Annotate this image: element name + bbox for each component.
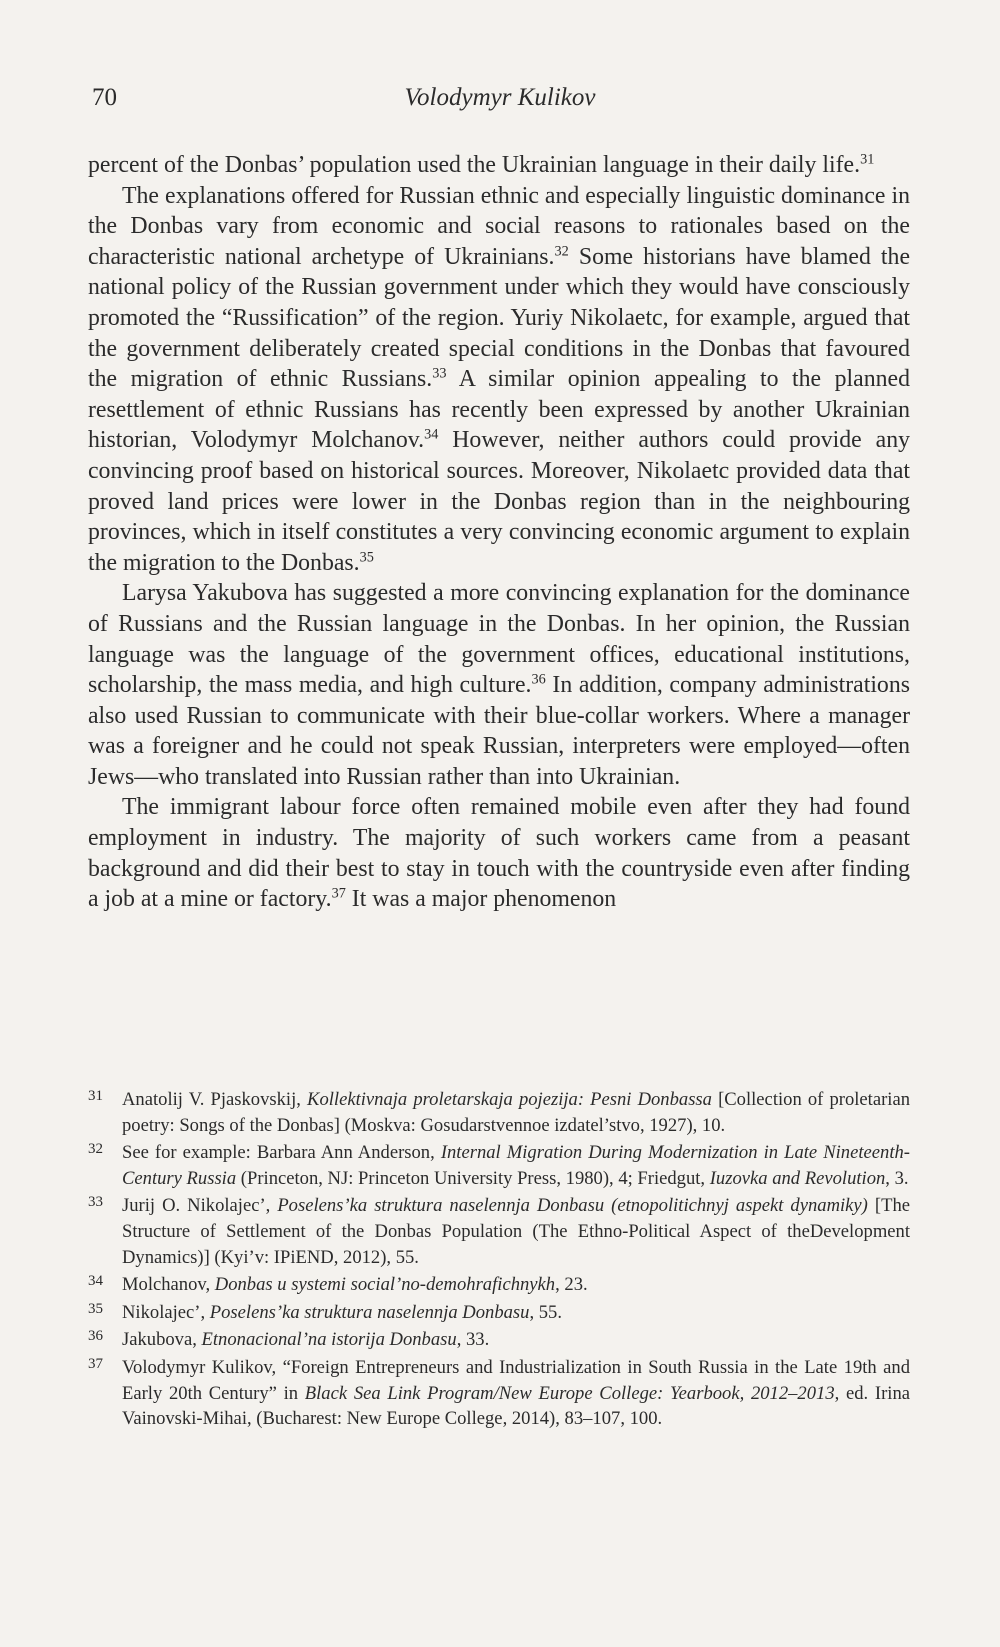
footnote-text: , ed. Irina Vainovski-Mihai, (Bucharest: New Europe College, 2014), 83–107, 100. [122,1382,910,1430]
page-header [88,84,912,120]
paragraph-text: A similar opinion appealing to the planned resettlement of ethnic Russians has recently been expressed by another Ukrainian historian, Volodymyr Molchanov. [88,366,910,454]
footnote-text: (Princeton, NJ: Princeton University Press, 1980), 4; Friedgut, [236,1167,710,1189]
paragraph-text: However, neither authors could provide any convincing proof based on historical sources. Moreover, Nikolaetc provided data that proved land prices were lower in the Donbas region than in the neighbouring provinces, which in itself constitutes a very convincing economic argument to explain the migration to the Donbas. [88,427,910,576]
footnote-text: [The Structure of Settlement of the Donbas Population (The Ethno-Political Aspect of theDevelopment Dynamics)] (Kyi’v: IPiEND, 2012), 55. [122,1195,910,1268]
footnote-title: Iuzovka and Revolution [709,1167,886,1189]
footnote-title: Kollektivnaja proletarskaja pojezija: Pesni Donbassa [307,1089,712,1110]
footnote-number: 36 [88,1328,103,1345]
paragraph-text: The explanations offered for Russian ethnic and especially linguistic dominance in the Donbas vary from economic and social reasons to rationales based on the characteristic national archetype of Ukrainians. [88,182,910,270]
footnote-text: Molchanov, [122,1274,215,1296]
paragraph-4 [88,792,910,914]
paragraph-text: percent of the Donbas’ population used the Ukrainian language in their daily life. [88,152,861,178]
footnote-text: Jurij O. Nikolajec’, [122,1195,278,1217]
footnote-title: Black Sea Link Program/New Europe College: Yearbook, 2012–2013 [304,1382,835,1404]
footnote-title: Donbas u systemi social’no-demohrafichnykh [214,1274,556,1296]
footnote-title: Poselens’ka struktura naselennja Donbasu [209,1301,530,1323]
footnotes [88,1087,910,1434]
footnote-text: , 23. [555,1274,588,1296]
paragraph-text: In addition, company administrations also used Russian to communicate with their blue-collar workers. Where a manager was a foreigner and he could not speak Russian, interpreters were employed—often Jews—who translated into Russian rather than into Ukrainian. [88,672,910,790]
footnote-title: Internal Migration During Modernization in Late Nineteenth-Century Russia [122,1142,910,1189]
paragraph-text: Larysa Yakubova has suggested a more convincing explanation for the dominance of Russians and the Russian language in the Donbas. In her opinion, the Russian language was the language of the government offices, educational institutions, scholarship, the mass media, and high culture. [88,580,910,699]
paragraph-text: The immigrant labour force often remained mobile even after they had found employment in industry. The majority of such workers came from a peasant background and did their best to stay in touch with the countryside even after finding a job at a mine or factory. [88,794,910,913]
footnote-text: See for example: Barbara Ann Anderson, [122,1142,441,1164]
paragraph-text: Some historians have blamed the national policy of the Russian government under which they would have consciously promoted the “Russification” of the region. Yuriy Nikolaetc, for example, argued that the government deliberately created special conditions in the Donbas that favoured the migration of ethnic Russians. [88,243,911,393]
footnote-title: Poselens’ka struktura naselennja Donbasu (etnopolitichnyj aspekt dynamiky) [277,1195,868,1217]
footnote-37 [88,1355,910,1432]
footnote-number: 33 [88,1194,103,1211]
paragraph-1 [88,150,910,181]
footnote-ref-37[interactable]: 37 [331,885,346,902]
footnote-text: Anatolij V. Pjaskovskij, [122,1089,308,1110]
footnote-text: , 3. [885,1167,909,1189]
footnote-number: 34 [88,1273,103,1290]
footnote-ref-34[interactable]: 34 [424,426,439,443]
footnote-text: , 55. [529,1301,562,1323]
paragraph-text: It was a major phenomenon [345,886,617,913]
footnote-text: Volodymyr Kulikov, “Foreign Entrepreneurs and Industrialization in South Russia in the Late 19th and Early 20th Century” in [122,1356,910,1404]
body-text [88,150,910,915]
footnote-text: , 33. [456,1329,490,1351]
footnote-ref-35[interactable]: 35 [359,549,374,566]
footnote-ref-36[interactable]: 36 [531,671,546,688]
paragraph-2 [88,181,910,579]
footnote-text: Jakubova, [122,1329,202,1351]
footnote-ref-31[interactable]: 31 [860,151,875,168]
footnote-title: Etnonacional’na istorija Donbasu [201,1329,457,1351]
paragraph-3 [88,578,910,792]
footnote-number: 35 [88,1300,103,1317]
footnote-36 [88,1327,910,1353]
footnote-33 [88,1193,910,1270]
footnote-number: 31 [88,1088,103,1104]
footnote-ref-32[interactable]: 32 [554,243,569,260]
footnote-ref-33[interactable]: 33 [432,365,447,382]
footnote-35 [88,1300,910,1326]
page-number: 70 [92,84,117,111]
footnote-number: 32 [88,1141,103,1158]
footnote-text: [Collection of proletarian poetry: Songs of the Donbas] (Moskva: Gosudarstvennoe izdatel’stvo, 1927), 10. [122,1089,910,1136]
running-head-author: Volodymyr Kulikov [404,84,596,111]
footnote-text: Nikolajec’, [122,1301,210,1323]
footnote-31 [88,1087,910,1138]
footnote-32 [88,1140,910,1191]
footnote-34 [88,1272,910,1298]
footnote-number: 37 [88,1355,103,1372]
